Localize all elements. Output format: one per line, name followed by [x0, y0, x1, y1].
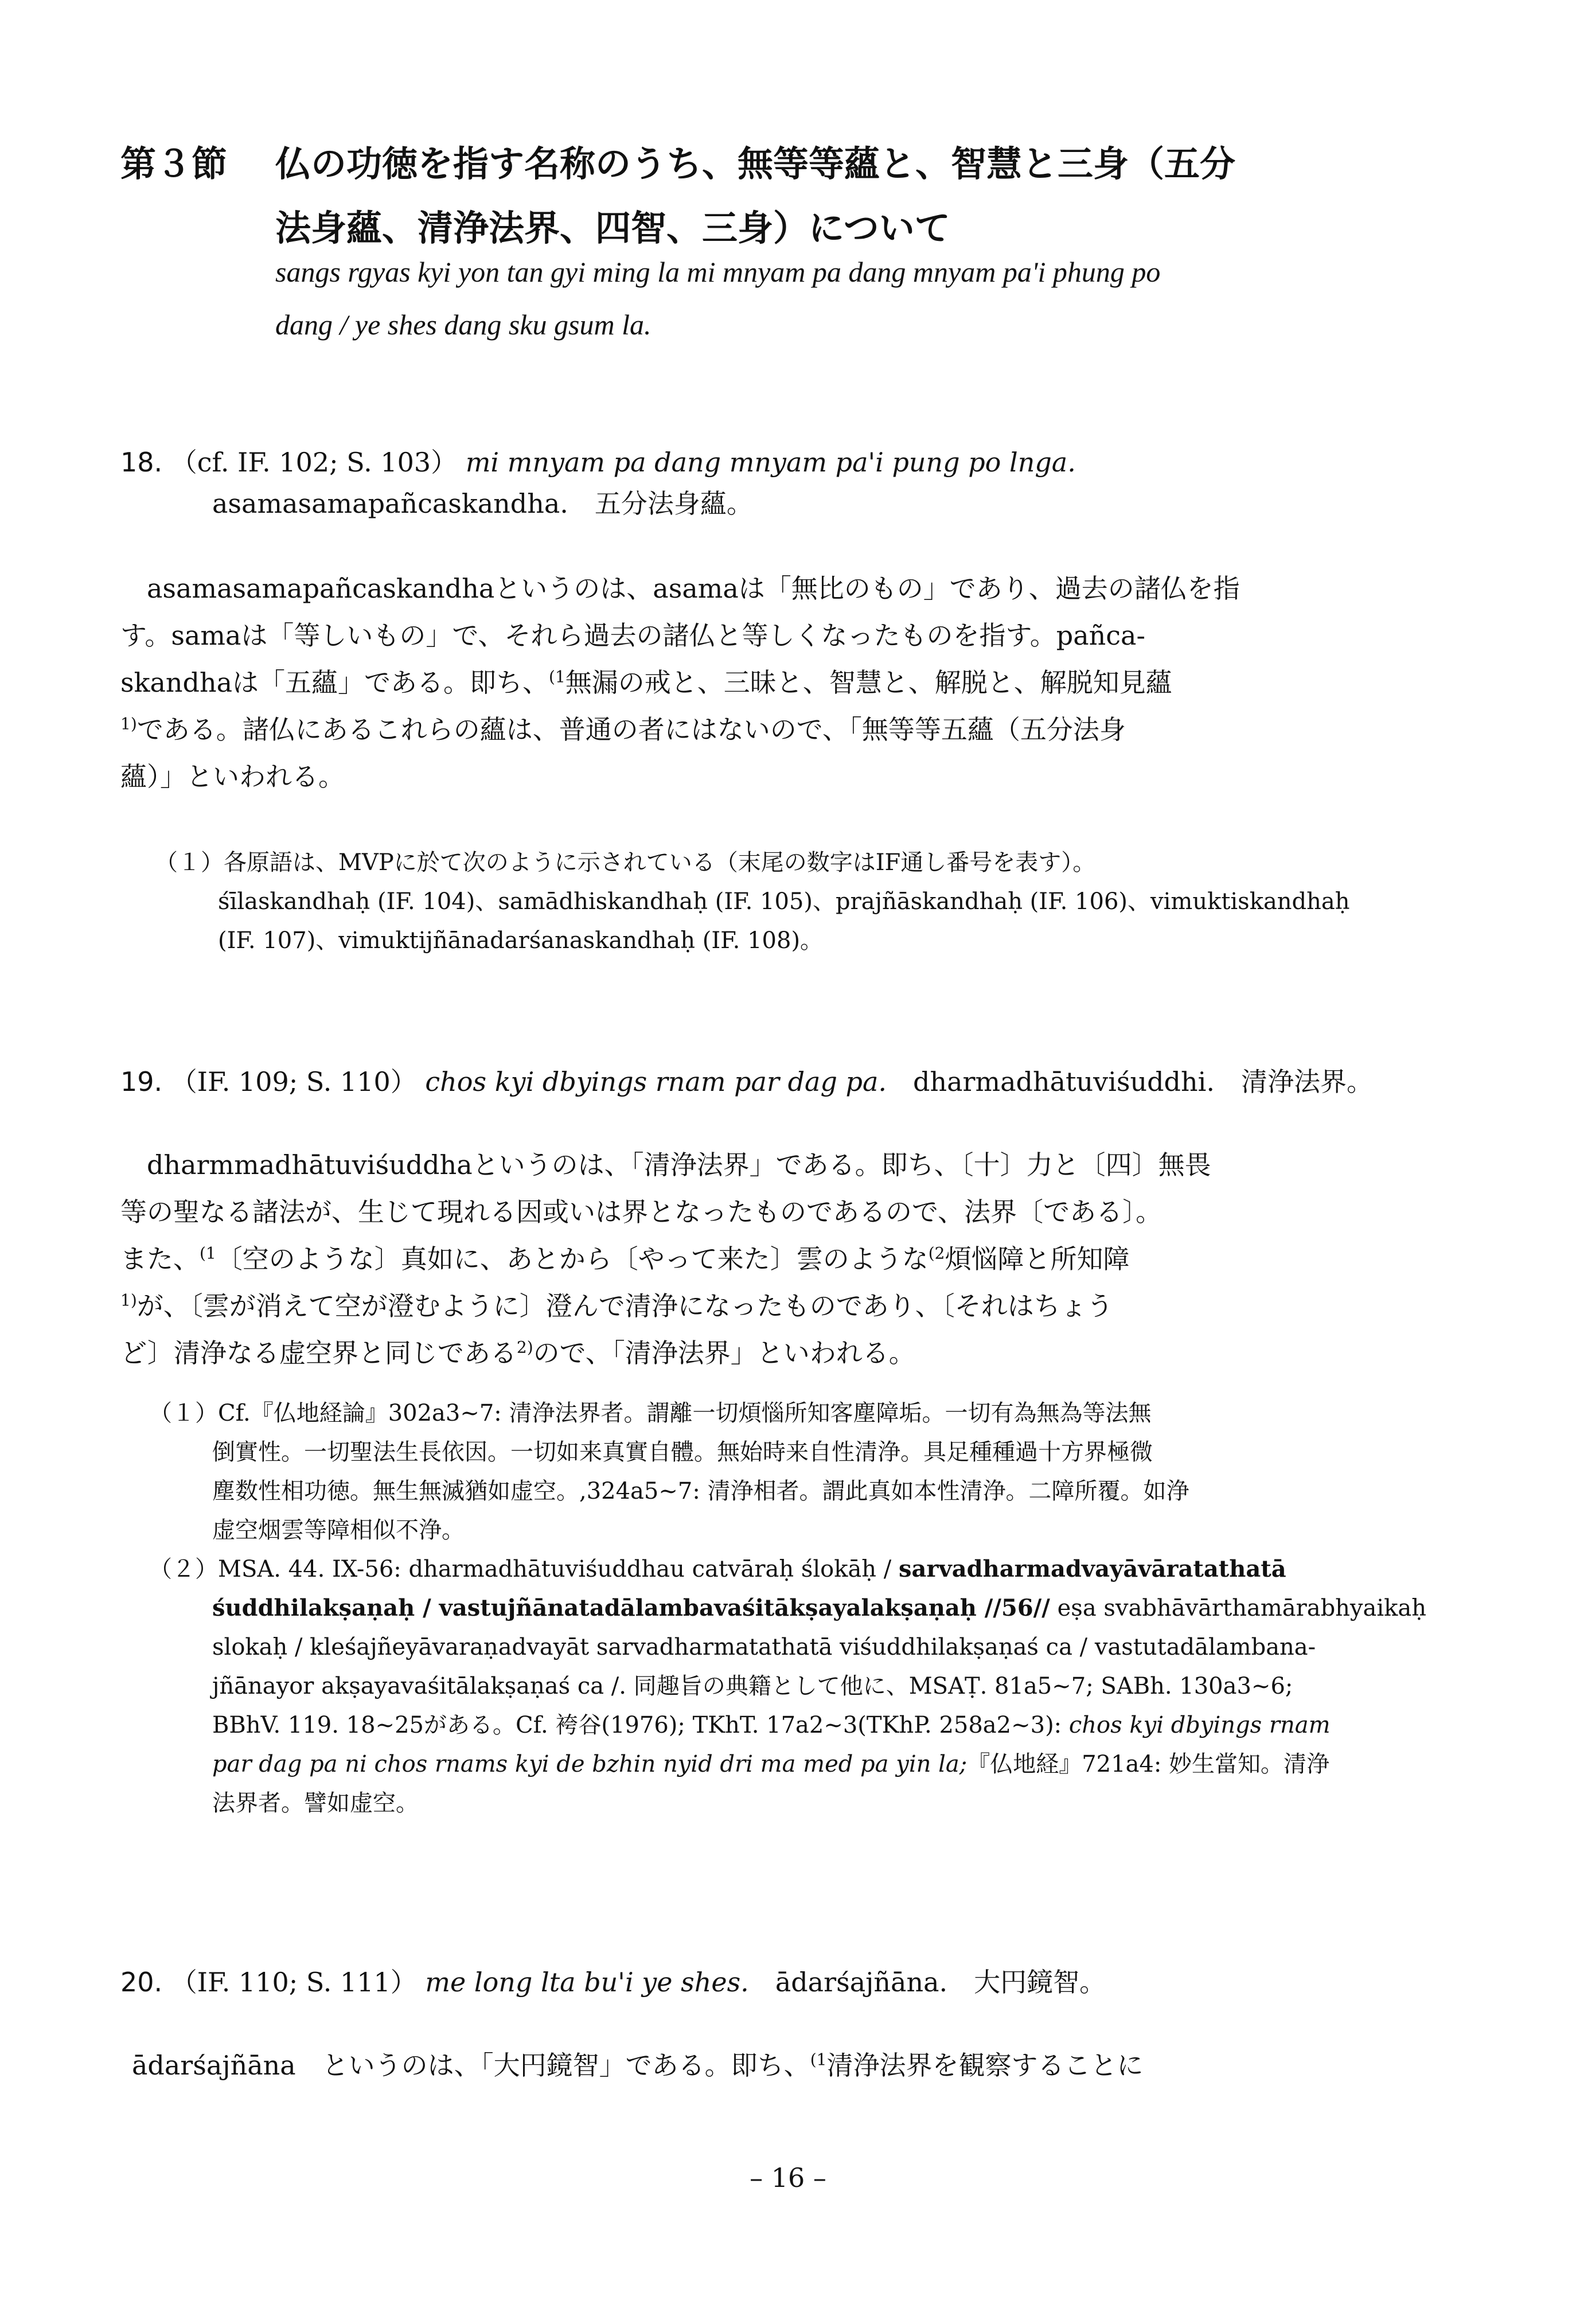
- entry-20-header: [120, 1962, 1497, 2003]
- entry-number: 18.: [120, 447, 163, 478]
- paragraph-line: 蘊）」といわれる。: [120, 761, 345, 792]
- entry-19-notes: [149, 1394, 1427, 1823]
- entry-ref: （cf. IF. 102; S. 103）: [170, 447, 458, 478]
- note-line: (IF. 107)、vimuktijñānadarśanaskandhaḥ (IF. 108)。: [218, 927, 824, 954]
- entry-japanese: 五分法身蘊。: [594, 488, 753, 519]
- footnote-marker: (1: [810, 2050, 827, 2069]
- footnote-marker: (1: [549, 667, 565, 687]
- paragraph-line: dharmmadhātuviśuddhaというのは、「清浄法界」である。即ち、〔十〕力と〔四〕無畏: [147, 1149, 1211, 1180]
- entry-19-paragraph: [120, 1141, 1325, 1377]
- note-text: eṣa svabhāvārthamārabhyaikaḥ: [1050, 1595, 1427, 1621]
- paragraph-text: 清浄法界を観察することに: [826, 2050, 1144, 2081]
- paragraph-text: また、: [120, 1243, 200, 1274]
- section-tibetan-title: [275, 245, 1411, 351]
- entry-japanese: 清浄法界。: [1240, 1066, 1373, 1097]
- note-text: BBhV. 119. 18~25がある。Cf. 袴谷(1976); TKhT. 17a2~3(TKhP. 258a2~3):: [212, 1712, 1062, 1738]
- footnote-marker: 1): [120, 714, 137, 734]
- entry-18-paragraph: [120, 565, 1325, 800]
- tibetan-title-line2: dang / ye shes dang sku gsum la.: [275, 309, 652, 341]
- entry-sanskrit: dharmadhātuviśuddhi.: [913, 1066, 1215, 1097]
- section-number: 第３節: [120, 143, 228, 185]
- note-line: （１）Cf.『仏地経論』302a3~7: 清浄法界者。謂離一切煩惱所知客塵障垢。一切有為無為等法無: [149, 1400, 1152, 1426]
- paragraph-text: ので、「清浄法界」といわれる。: [533, 1338, 915, 1368]
- entry-japanese: 大円鏡智。: [974, 1967, 1106, 1998]
- entry-19-header: [120, 1061, 1497, 1102]
- note-text: （２）MSA. 44. IX-56: dharmadhātuviśuddhau catvāraḥ ślokāḥ /: [149, 1556, 899, 1582]
- note-line: slokaḥ / kleśajñeyāvaraṇadvayāt sarvadharmatathatā viśuddhilakṣaṇaś ca / vastutadālambana-: [212, 1634, 1316, 1660]
- paragraph-line: asamasamapañcaskandhaというのは、asamaは「無比のもの」であり、過去の諸仏を指: [147, 573, 1240, 604]
- paragraph-line: す。samaは「等しいもの」で、それら過去の諸仏と等しくなったものを指す。pañca-: [120, 620, 1146, 651]
- note-text: 『仏地経』721a4: 妙生當知。清浄: [967, 1751, 1330, 1777]
- footnote-marker: 1): [120, 1290, 137, 1310]
- section-title-line1: 仏の功徳を指す名称のうち、無等等蘊と、智慧と三身（五分: [275, 143, 1236, 185]
- entry-ref: （IF. 109; S. 110）: [170, 1066, 417, 1097]
- note-text-italic: par dag pa ni chos rnams kyi de bzhin nyid dri ma med pa yin la;: [212, 1751, 968, 1777]
- entry-sanskrit: ādarśajñāna.: [775, 1967, 948, 1998]
- entry-18-notes: [155, 843, 1348, 960]
- entry-number: 20.: [120, 1967, 163, 1998]
- paragraph-text: 〔空のような〕真如に、あとから〔やって来た〕雲のような: [216, 1243, 929, 1274]
- note-line: （１）各原語は、MVPに於て次のように示されている（末尾の数字はIF通し番号を表す）。: [155, 849, 1096, 876]
- note-text-bold: sarvadharmadvayāvāratathatā: [898, 1555, 1286, 1582]
- paragraph-text: が、〔雲が消えて空が澄むように〕澄んで清浄になったものであり、〔それはちょう: [136, 1290, 1113, 1321]
- footnote-marker: (1: [200, 1243, 216, 1263]
- footnote-marker: (2: [928, 1243, 945, 1263]
- page-number: – 16 –: [750, 2162, 826, 2193]
- entry-20-paragraph: [132, 2042, 1336, 2089]
- paragraph-text: 煩悩障と所知障: [945, 1243, 1130, 1274]
- paragraph-text: skandhaは「五蘊」である。即ち、: [120, 667, 549, 698]
- entry-18-header: [120, 442, 1497, 524]
- entry-number: 19.: [120, 1066, 163, 1097]
- section-heading: [120, 132, 1497, 260]
- note-line: śīlaskandhaḥ (IF. 104)、samādhiskandhaḥ (IF. 105)、prajñāskandhaḥ (IF. 106)、vimuktiskandhaḥ: [218, 888, 1350, 915]
- footnote-marker: 2): [516, 1338, 533, 1357]
- note-line: 倒實性。一切聖法生長依因。一切如来真實自體。無始時来自性清浄。具足種種過十方界極微: [212, 1439, 1153, 1465]
- entry-sanskrit: asamasamapañcaskandha.: [212, 488, 568, 519]
- paragraph-text: である。諸仏にあるこれらの蘊は、普通の者にはないので、「無等等五蘊（五分法身: [136, 714, 1126, 745]
- section-title-line2: 法身蘊、清浄法界、四智、三身）について: [275, 207, 950, 249]
- entry-tibetan: me long lta bu'i ye shes.: [425, 1967, 749, 1998]
- paragraph-line: 等の聖なる諸法が、生じて現れる因或いは界となったものであるので、法界〔である〕。: [120, 1196, 1163, 1227]
- paragraph-text: ādarśajñāna というのは、「大円鏡智」である。即ち、: [132, 2050, 810, 2081]
- note-text-italic: chos kyi dbyings rnam: [1062, 1712, 1331, 1738]
- note-line: 虚空烟雲等障相似不浄。: [212, 1517, 465, 1543]
- note-text-bold: śuddhilakṣaṇaḥ / vastujñānatadālambavaśitākṣayalakṣaṇaḥ //56//: [212, 1594, 1050, 1621]
- entry-tibetan: chos kyi dbyings rnam par dag pa.: [425, 1066, 887, 1097]
- entry-tibetan: mi mnyam pa dang mnyam pa'i pung po lnga.: [465, 447, 1076, 478]
- tibetan-title-line1: sangs rgyas kyi yon tan gyi ming la mi mnyam pa dang mnyam pa'i phung po: [275, 256, 1161, 288]
- note-line: 塵数性相功徳。無生無滅猶如虚空。,324a5~7: 清浄相者。謂此真如本性清浄。二障所覆。如浄: [212, 1478, 1189, 1504]
- note-line: jñānayor akṣayavaśitālakṣaṇaś ca /. 同趣旨の典籍として他に、MSAṬ. 81a5~7; SABh. 130a3~6;: [212, 1673, 1293, 1699]
- paragraph-text: ど〕清浄なる虚空界と同じである: [120, 1338, 517, 1368]
- entry-ref: （IF. 110; S. 111）: [170, 1967, 417, 1998]
- paragraph-text: 無漏の戒と、三昧と、智慧と、解脱と、解脱知見蘊: [565, 667, 1172, 698]
- note-line: 法界者。譬如虚空。: [212, 1790, 419, 1816]
